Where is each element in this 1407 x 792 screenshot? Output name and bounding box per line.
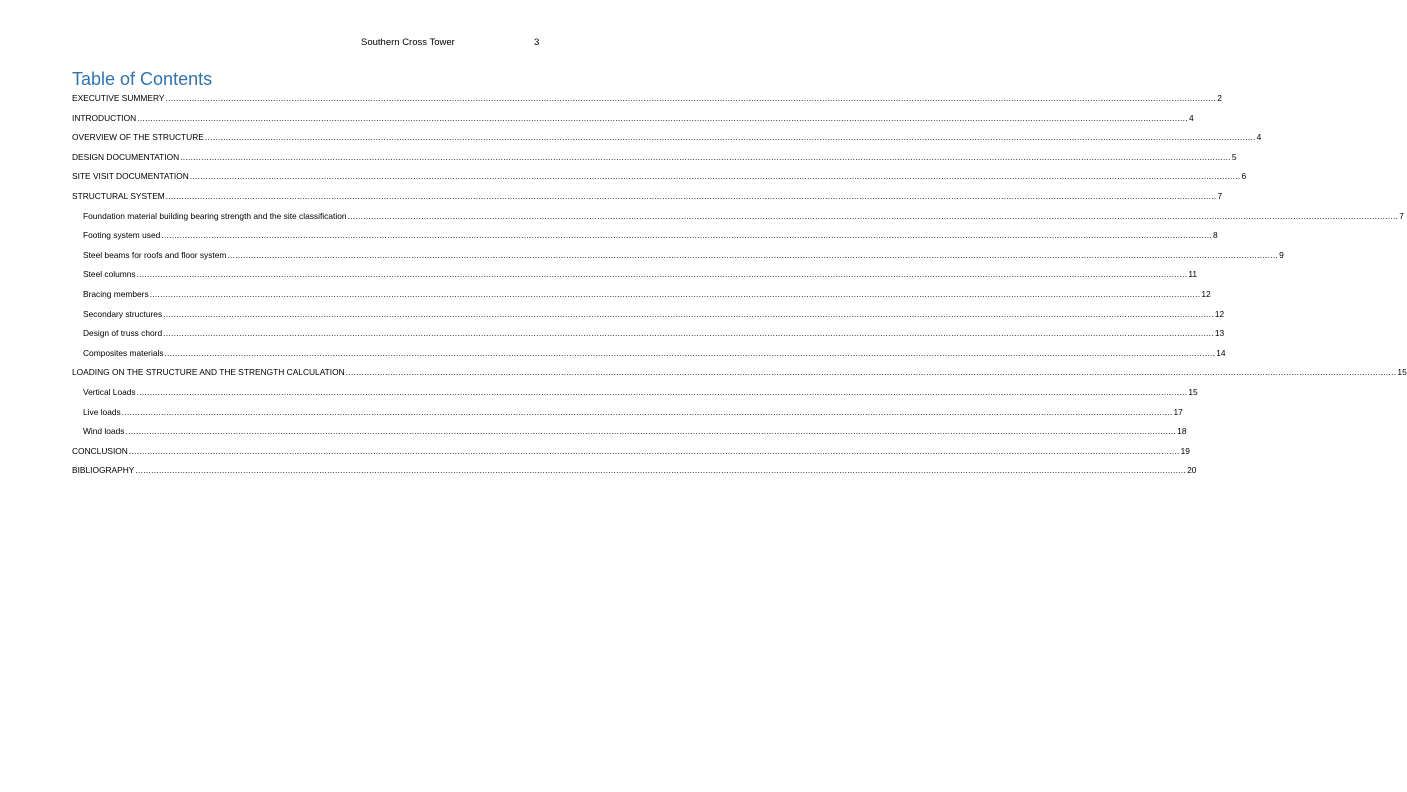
toc-entry[interactable] [72,131,1262,151]
dot-leader: ................................................................................................................................................................................................................................................................................................................................................................................................................ [227,249,1279,260]
toc-entry-page-number[interactable]: 12 [1201,288,1211,299]
toc-entry-label[interactable]: LOADING ON THE STRUCTURE AND THE STRENGTH CALCULATION [72,367,345,378]
toc-entry-page-number[interactable]: 15 [1188,386,1198,397]
toc-entry-page-number[interactable]: 2 [1217,93,1222,103]
toc-entry-label[interactable]: INTRODUCTION [72,112,137,123]
toc-entry-label[interactable]: CONCLUSION [72,445,128,456]
toc-entry-page-number[interactable]: 4 [1188,112,1194,123]
dot-leader: ................................................................................................................................................................................................................................................................................................................................................................................................................ [125,426,1177,437]
toc-entry-label[interactable]: DESIGN DOCUMENTATION [72,151,180,162]
dot-leader: ................................................................................................................................................................................................................................................................................................................................................................................................................ [180,151,1231,162]
header-page-number: 3 [534,37,540,48]
toc-entry[interactable] [72,92,1222,112]
dot-leader: ................................................................................................................................................................................................................................................................................................................................................................................................................ [189,171,1241,182]
toc-list [72,92,1407,484]
toc-entry[interactable] [72,445,1190,465]
toc-entry-label[interactable]: Secondary structures [83,308,163,319]
toc-entry-label[interactable]: Vertical Loads [83,386,136,397]
toc-entry-page-number[interactable]: 14 [1216,347,1226,358]
toc-entry-label[interactable]: BIBLIOGRAPHY [72,465,135,476]
toc-entry-page-number[interactable]: 4 [1256,132,1262,143]
toc-entry-page-number[interactable]: 7 [1399,210,1404,221]
dot-leader: ................................................................................................................................................................................................................................................................................................................................................................................................................ [163,308,1214,319]
dot-leader: ................................................................................................................................................................................................................................................................................................................................................................................................................ [121,406,1173,417]
toc-entry-label[interactable]: SITE VISIT DOCUMENTATION [72,171,189,182]
toc-entry-page-number[interactable]: 18 [1177,426,1187,437]
toc-entry-label[interactable]: Footing system used [83,230,161,241]
toc-entry-label[interactable]: Wind loads [83,426,125,437]
toc-heading: Table of Contents [72,69,213,89]
dot-leader: ................................................................................................................................................................................................................................................................................................................................................................................................................ [165,93,1217,103]
toc-entry[interactable] [72,229,1218,249]
dot-leader: ................................................................................................................................................................................................................................................................................................................................................................................................................ [161,230,1213,241]
toc-entry-page-number[interactable]: 7 [1217,190,1223,201]
toc-entry[interactable] [72,249,1284,269]
dot-leader: ................................................................................................................................................................................................................................................................................................................................................................................................................ [149,288,1201,299]
dot-leader: ................................................................................................................................................................................................................................................................................................................................................................................................................ [165,190,1217,201]
toc-entry-label[interactable]: Steel beams for roofs and floor system [83,249,227,260]
dot-leader: ................................................................................................................................................................................................................................................................................................................................................................................................................ [204,132,1256,143]
toc-entry-page-number[interactable]: 17 [1173,406,1183,417]
toc-entry[interactable] [72,347,1226,367]
toc-entry[interactable] [72,210,1404,230]
toc-entry[interactable] [72,112,1194,132]
toc-entry[interactable] [72,425,1187,445]
toc-entry-page-number[interactable]: 11 [1188,269,1198,280]
toc-entry-label[interactable]: Steel columns [83,269,136,280]
toc-entry-page-number[interactable]: 13 [1214,328,1225,339]
toc-entry-page-number[interactable]: 20 [1187,465,1197,476]
running-header [0,37,612,49]
toc-entry[interactable] [72,464,1197,484]
toc-entry[interactable] [72,366,1407,386]
toc-entry-label[interactable]: Foundation material building bearing strength and the site classification [83,210,347,221]
toc-entry[interactable] [72,268,1198,288]
dot-leader: ................................................................................................................................................................................................................................................................................................................................................................................................................ [136,386,1188,397]
toc-entry[interactable] [72,327,1225,347]
toc-entry[interactable] [72,406,1183,426]
toc-entry-label[interactable]: Live loads [83,406,121,417]
toc-entry-page-number[interactable]: 12 [1214,308,1225,319]
toc-entry[interactable] [72,190,1223,210]
dot-leader: ................................................................................................................................................................................................................................................................................................................................................................................................................ [128,445,1180,456]
toc-entry-label[interactable]: Design of truss chord [83,328,163,339]
toc-entry-page-number[interactable]: 9 [1279,249,1284,260]
toc-entry[interactable] [72,151,1237,171]
toc-entry-label[interactable]: Bracing members [83,288,149,299]
dot-leader: ................................................................................................................................................................................................................................................................................................................................................................................................................ [347,210,1399,221]
dot-leader: ................................................................................................................................................................................................................................................................................................................................................................................................................ [137,112,1188,123]
dot-leader: ................................................................................................................................................................................................................................................................................................................................................................................................................ [135,465,1187,476]
toc-entry[interactable] [72,288,1211,308]
dot-leader: ................................................................................................................................................................................................................................................................................................................................................................................................................ [136,269,1188,280]
toc-entry-page-number[interactable]: 19 [1180,445,1190,456]
toc-entry-page-number[interactable]: 15 [1397,367,1407,378]
toc-entry-label[interactable]: Composites materials [83,347,164,358]
dot-leader: ................................................................................................................................................................................................................................................................................................................................................................................................................ [163,328,1214,339]
dot-leader: ................................................................................................................................................................................................................................................................................................................................................................................................................ [164,347,1216,358]
toc-entry-label[interactable]: STRUCTURAL SYSTEM [72,190,165,201]
toc-entry[interactable] [72,308,1225,328]
toc-entry-page-number[interactable]: 6 [1241,171,1247,182]
toc-entry-label[interactable]: OVERVIEW OF THE STRUCTURE [72,132,204,143]
toc-entry[interactable] [72,170,1247,190]
toc-entry-page-number[interactable]: 5 [1231,151,1237,162]
toc-entry-page-number[interactable]: 8 [1213,230,1218,241]
toc-entry[interactable] [72,386,1198,406]
header-title: Southern Cross Tower [361,37,455,48]
toc-entry-label[interactable]: EXECUTIVE SUMMERY [72,93,165,103]
dot-leader: ................................................................................................................................................................................................................................................................................................................................................................................................................ [345,367,1397,378]
